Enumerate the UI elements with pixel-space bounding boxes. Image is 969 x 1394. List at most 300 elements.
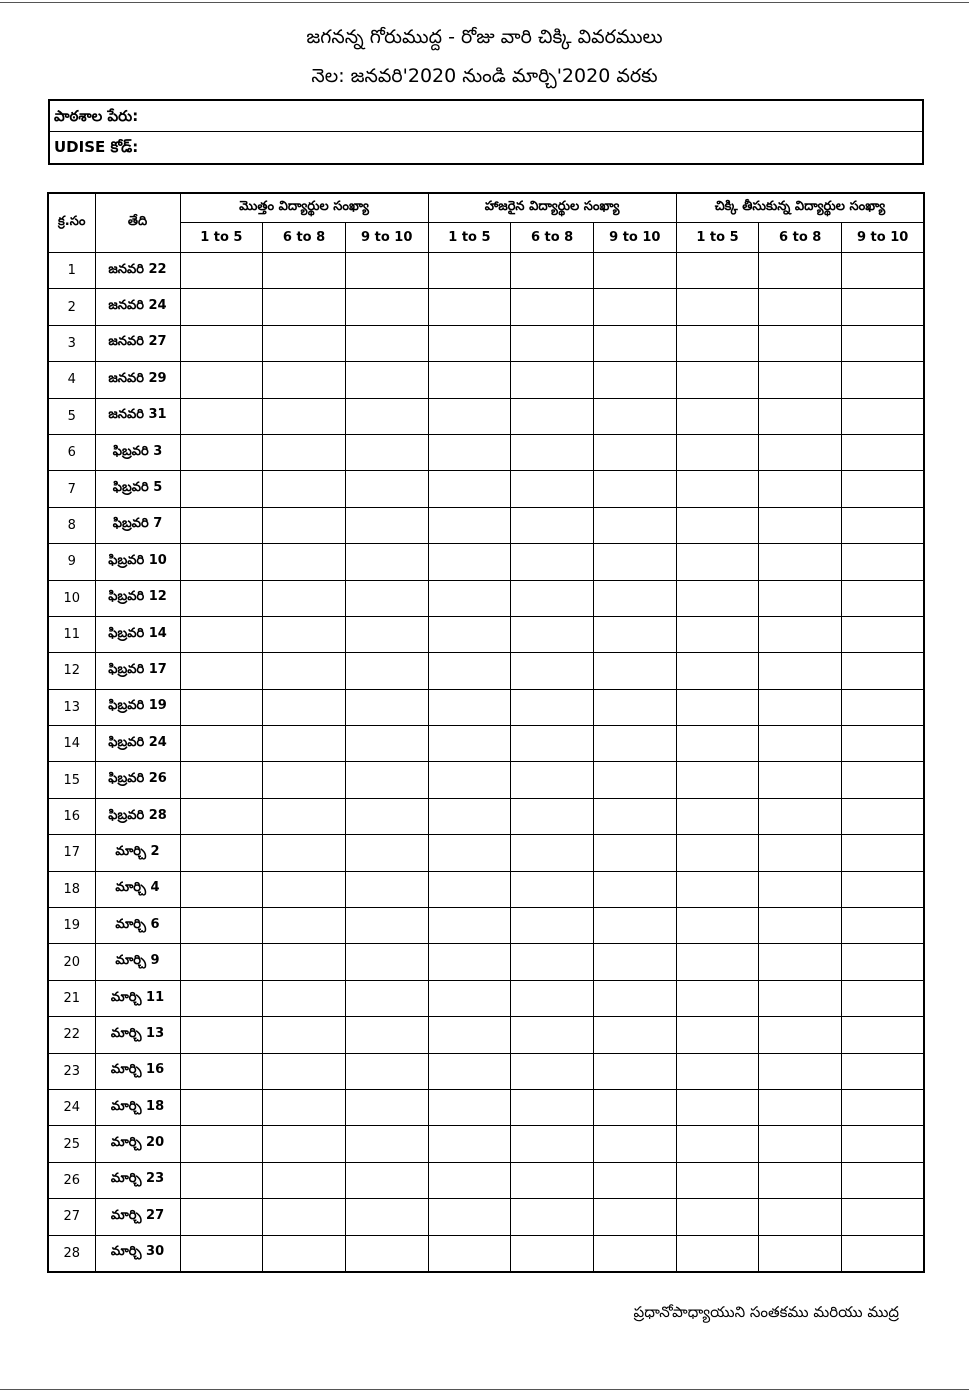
entry-cell[interactable] <box>345 871 428 907</box>
entry-cell[interactable] <box>263 616 346 652</box>
entry-cell[interactable] <box>263 1199 346 1235</box>
entry-cell[interactable] <box>759 1199 842 1235</box>
entry-cell[interactable] <box>676 835 759 871</box>
entry-cell[interactable] <box>345 908 428 944</box>
entry-cell[interactable] <box>759 1017 842 1053</box>
entry-cell[interactable] <box>511 1017 594 1053</box>
entry-cell[interactable] <box>676 544 759 580</box>
entry-cell[interactable] <box>180 471 263 507</box>
entry-cell[interactable] <box>842 325 925 361</box>
entry-cell[interactable] <box>263 1126 346 1162</box>
entry-cell[interactable] <box>345 835 428 871</box>
entry-cell[interactable] <box>263 1053 346 1089</box>
entry-cell[interactable] <box>593 616 676 652</box>
table-row <box>48 762 924 798</box>
entry-cell[interactable] <box>263 253 346 289</box>
entry-cell[interactable] <box>676 1017 759 1053</box>
entry-cell[interactable] <box>428 1199 511 1235</box>
entry-cell[interactable] <box>180 653 263 689</box>
entry-cell[interactable] <box>676 653 759 689</box>
entry-cell[interactable] <box>263 871 346 907</box>
entry-cell[interactable] <box>842 289 925 325</box>
table-row <box>48 944 924 980</box>
entry-cell[interactable] <box>345 398 428 434</box>
entry-cell[interactable] <box>345 580 428 616</box>
entry-cell[interactable] <box>263 835 346 871</box>
entry-cell[interactable] <box>180 689 263 725</box>
entry-cell[interactable] <box>345 325 428 361</box>
entry-cell[interactable] <box>428 798 511 834</box>
entry-cell[interactable] <box>511 798 594 834</box>
entry-cell[interactable] <box>180 580 263 616</box>
serial-number-cell: 15 <box>48 762 95 798</box>
entry-cell[interactable] <box>180 1017 263 1053</box>
entry-cell[interactable] <box>842 1162 925 1198</box>
entry-cell[interactable] <box>345 689 428 725</box>
entry-cell[interactable] <box>511 689 594 725</box>
entry-cell[interactable] <box>428 325 511 361</box>
entry-cell[interactable] <box>180 1126 263 1162</box>
entry-cell[interactable] <box>676 908 759 944</box>
entry-cell[interactable] <box>759 1089 842 1125</box>
entry-cell[interactable] <box>676 507 759 543</box>
entry-cell[interactable] <box>842 1235 925 1272</box>
entry-cell[interactable] <box>842 762 925 798</box>
entry-cell[interactable] <box>511 362 594 398</box>
entry-cell[interactable] <box>842 835 925 871</box>
entry-cell[interactable] <box>759 325 842 361</box>
entry-cell[interactable] <box>676 689 759 725</box>
entry-cell[interactable] <box>759 507 842 543</box>
entry-cell[interactable] <box>345 726 428 762</box>
entry-cell[interactable] <box>511 616 594 652</box>
entry-cell[interactable] <box>842 653 925 689</box>
entry-cell[interactable] <box>345 1017 428 1053</box>
entry-cell[interactable] <box>180 762 263 798</box>
entry-cell[interactable] <box>842 398 925 434</box>
entry-cell[interactable] <box>842 616 925 652</box>
entry-cell[interactable] <box>676 325 759 361</box>
entry-cell[interactable] <box>593 507 676 543</box>
entry-cell[interactable] <box>428 944 511 980</box>
school-name-label: పాఠశాల పేరు: <box>54 107 139 125</box>
entry-cell[interactable] <box>759 944 842 980</box>
entry-cell[interactable] <box>676 253 759 289</box>
entry-cell[interactable] <box>676 762 759 798</box>
entry-cell[interactable] <box>180 616 263 652</box>
entry-cell[interactable] <box>593 580 676 616</box>
entry-cell[interactable] <box>428 616 511 652</box>
entry-cell[interactable] <box>180 253 263 289</box>
entry-cell[interactable] <box>428 1089 511 1125</box>
entry-cell[interactable] <box>511 726 594 762</box>
entry-cell[interactable] <box>842 362 925 398</box>
serial-number-cell: 17 <box>48 835 95 871</box>
entry-cell[interactable] <box>759 580 842 616</box>
entry-cell[interactable] <box>593 289 676 325</box>
entry-cell[interactable] <box>180 1162 263 1198</box>
entry-cell[interactable] <box>263 1089 346 1125</box>
entry-cell[interactable] <box>345 434 428 470</box>
entry-cell[interactable] <box>759 835 842 871</box>
entry-cell[interactable] <box>842 980 925 1016</box>
entry-cell[interactable] <box>180 1235 263 1272</box>
entry-cell[interactable] <box>842 689 925 725</box>
entry-cell[interactable] <box>428 1053 511 1089</box>
entry-cell[interactable] <box>345 798 428 834</box>
entry-cell[interactable] <box>676 1089 759 1125</box>
entry-cell[interactable] <box>842 871 925 907</box>
entry-cell[interactable] <box>180 908 263 944</box>
entry-cell[interactable] <box>676 798 759 834</box>
entry-cell[interactable] <box>842 944 925 980</box>
entry-cell[interactable] <box>842 1199 925 1235</box>
entry-cell[interactable] <box>180 980 263 1016</box>
entry-cell[interactable] <box>180 871 263 907</box>
entry-cell[interactable] <box>180 398 263 434</box>
entry-cell[interactable] <box>511 544 594 580</box>
subcol-header: 1 to 5 <box>676 223 759 253</box>
entry-cell[interactable] <box>593 835 676 871</box>
entry-cell[interactable] <box>593 726 676 762</box>
entry-cell[interactable] <box>345 1089 428 1125</box>
serial-number-cell: 5 <box>48 398 95 434</box>
entry-cell[interactable] <box>428 835 511 871</box>
entry-cell[interactable] <box>759 1162 842 1198</box>
table-row <box>48 1199 924 1235</box>
entry-cell[interactable] <box>593 798 676 834</box>
entry-cell[interactable] <box>676 362 759 398</box>
entry-cell[interactable] <box>759 762 842 798</box>
date-cell: ఫిబ్రవరి 5 <box>95 471 180 507</box>
entry-cell[interactable] <box>593 362 676 398</box>
serial-number-cell: 6 <box>48 434 95 470</box>
serial-number-cell: 24 <box>48 1089 95 1125</box>
entry-cell[interactable] <box>842 544 925 580</box>
entry-cell[interactable] <box>428 1162 511 1198</box>
entry-cell[interactable] <box>676 1235 759 1272</box>
entry-cell[interactable] <box>345 616 428 652</box>
entry-cell[interactable] <box>842 1053 925 1089</box>
date-cell: మార్చి 2 <box>95 835 180 871</box>
entry-cell[interactable] <box>759 544 842 580</box>
entry-cell[interactable] <box>428 871 511 907</box>
document-title: జగనన్న గోరుముద్ద - రోజు వారి చిక్కి వివరములు <box>306 26 663 48</box>
entry-cell[interactable] <box>842 1089 925 1125</box>
entry-cell[interactable] <box>345 1199 428 1235</box>
entry-cell[interactable] <box>428 507 511 543</box>
entry-cell[interactable] <box>263 471 346 507</box>
entry-cell[interactable] <box>593 471 676 507</box>
entry-cell[interactable] <box>263 908 346 944</box>
entry-cell[interactable] <box>759 1235 842 1272</box>
entry-cell[interactable] <box>593 1053 676 1089</box>
entry-cell[interactable] <box>263 362 346 398</box>
entry-cell[interactable] <box>511 507 594 543</box>
entry-cell[interactable] <box>511 1126 594 1162</box>
entry-cell[interactable] <box>676 1162 759 1198</box>
entry-cell[interactable] <box>428 398 511 434</box>
entry-cell[interactable] <box>759 398 842 434</box>
entry-cell[interactable] <box>263 1235 346 1272</box>
entry-cell[interactable] <box>759 1053 842 1089</box>
entry-cell[interactable] <box>676 1126 759 1162</box>
entry-cell[interactable] <box>676 871 759 907</box>
entry-cell[interactable] <box>263 1017 346 1053</box>
entry-cell[interactable] <box>511 289 594 325</box>
entry-cell[interactable] <box>511 835 594 871</box>
entry-cell[interactable] <box>759 908 842 944</box>
entry-cell[interactable] <box>593 398 676 434</box>
entry-cell[interactable] <box>593 1162 676 1198</box>
entry-cell[interactable] <box>842 507 925 543</box>
entry-cell[interactable] <box>759 434 842 470</box>
entry-cell[interactable] <box>428 253 511 289</box>
entry-cell[interactable] <box>759 471 842 507</box>
entry-cell[interactable] <box>593 253 676 289</box>
entry-cell[interactable] <box>180 798 263 834</box>
entry-cell[interactable] <box>511 1089 594 1125</box>
entry-cell[interactable] <box>676 944 759 980</box>
entry-cell[interactable] <box>593 871 676 907</box>
serial-number-cell: 13 <box>48 689 95 725</box>
entry-cell[interactable] <box>263 434 346 470</box>
serial-number-cell: 2 <box>48 289 95 325</box>
entry-cell[interactable] <box>263 580 346 616</box>
table-row <box>48 908 924 944</box>
entry-cell[interactable] <box>263 325 346 361</box>
entry-cell[interactable] <box>263 798 346 834</box>
entry-cell[interactable] <box>428 726 511 762</box>
date-cell: ఫిబ్రవరి 28 <box>95 798 180 834</box>
entry-cell[interactable] <box>428 362 511 398</box>
table-row <box>48 1089 924 1125</box>
entry-cell[interactable] <box>263 1162 346 1198</box>
entry-cell[interactable] <box>180 944 263 980</box>
entry-cell[interactable] <box>759 980 842 1016</box>
entry-cell[interactable] <box>676 398 759 434</box>
date-cell: ఫిబ్రవరి 26 <box>95 762 180 798</box>
chikki-register-table <box>47 192 925 1273</box>
entry-cell[interactable] <box>428 762 511 798</box>
entry-cell[interactable] <box>511 398 594 434</box>
entry-cell[interactable] <box>345 544 428 580</box>
entry-cell[interactable] <box>842 1126 925 1162</box>
entry-cell[interactable] <box>428 689 511 725</box>
entry-cell[interactable] <box>842 908 925 944</box>
entry-cell[interactable] <box>676 1199 759 1235</box>
entry-cell[interactable] <box>345 1162 428 1198</box>
serial-number-cell: 26 <box>48 1162 95 1198</box>
entry-cell[interactable] <box>263 726 346 762</box>
entry-cell[interactable] <box>759 689 842 725</box>
table-row <box>48 835 924 871</box>
entry-cell[interactable] <box>345 362 428 398</box>
entry-cell[interactable] <box>676 580 759 616</box>
entry-cell[interactable] <box>676 616 759 652</box>
entry-cell[interactable] <box>345 653 428 689</box>
entry-cell[interactable] <box>593 325 676 361</box>
entry-cell[interactable] <box>428 1126 511 1162</box>
entry-cell[interactable] <box>345 944 428 980</box>
entry-cell[interactable] <box>428 434 511 470</box>
serial-column-header: క్ర.సం <box>48 193 95 253</box>
entry-cell[interactable] <box>263 398 346 434</box>
entry-cell[interactable] <box>428 289 511 325</box>
entry-cell[interactable] <box>511 653 594 689</box>
entry-cell[interactable] <box>263 289 346 325</box>
date-cell: ఫిబ్రవరి 24 <box>95 726 180 762</box>
chikki-received-group-header: చిక్కి తీసుకున్న విద్యార్థుల సంఖ్యా <box>676 193 924 223</box>
table-body <box>48 253 924 1272</box>
entry-cell[interactable] <box>511 325 594 361</box>
entry-cell[interactable] <box>759 289 842 325</box>
entry-cell[interactable] <box>842 798 925 834</box>
entry-cell[interactable] <box>511 434 594 470</box>
table-row <box>48 398 924 434</box>
entry-cell[interactable] <box>842 726 925 762</box>
date-cell: ఫిబ్రవరి 14 <box>95 616 180 652</box>
table-row <box>48 580 924 616</box>
entry-cell[interactable] <box>593 944 676 980</box>
entry-cell[interactable] <box>428 1235 511 1272</box>
entry-cell[interactable] <box>263 544 346 580</box>
entry-cell[interactable] <box>345 1053 428 1089</box>
entry-cell[interactable] <box>676 1053 759 1089</box>
entry-cell[interactable] <box>511 944 594 980</box>
entry-cell[interactable] <box>345 471 428 507</box>
table-row <box>48 689 924 725</box>
entry-cell[interactable] <box>759 616 842 652</box>
entry-cell[interactable] <box>263 507 346 543</box>
entry-cell[interactable] <box>593 1089 676 1125</box>
entry-cell[interactable] <box>345 980 428 1016</box>
entry-cell[interactable] <box>593 1126 676 1162</box>
udise-code-label: UDISE కోడ్: <box>54 138 139 156</box>
entry-cell[interactable] <box>759 1126 842 1162</box>
entry-cell[interactable] <box>180 726 263 762</box>
entry-cell[interactable] <box>180 362 263 398</box>
entry-cell[interactable] <box>428 471 511 507</box>
serial-number-cell: 12 <box>48 653 95 689</box>
entry-cell[interactable] <box>345 762 428 798</box>
serial-number-cell: 27 <box>48 1199 95 1235</box>
entry-cell[interactable] <box>428 1017 511 1053</box>
entry-cell[interactable] <box>593 544 676 580</box>
entry-cell[interactable] <box>593 908 676 944</box>
entry-cell[interactable] <box>676 289 759 325</box>
entry-cell[interactable] <box>593 1017 676 1053</box>
entry-cell[interactable] <box>593 434 676 470</box>
date-cell: మార్చి 13 <box>95 1017 180 1053</box>
entry-cell[interactable] <box>593 980 676 1016</box>
entry-cell[interactable] <box>428 653 511 689</box>
entry-cell[interactable] <box>263 689 346 725</box>
entry-cell[interactable] <box>511 908 594 944</box>
table-row <box>48 980 924 1016</box>
entry-cell[interactable] <box>511 762 594 798</box>
entry-cell[interactable] <box>593 653 676 689</box>
entry-cell[interactable] <box>759 653 842 689</box>
date-cell: మార్చి 18 <box>95 1089 180 1125</box>
entry-cell[interactable] <box>842 471 925 507</box>
entry-cell[interactable] <box>511 1162 594 1198</box>
entry-cell[interactable] <box>593 1235 676 1272</box>
entry-cell[interactable] <box>676 434 759 470</box>
date-cell: జనవరి 22 <box>95 253 180 289</box>
entry-cell[interactable] <box>428 544 511 580</box>
entry-cell[interactable] <box>345 289 428 325</box>
entry-cell[interactable] <box>180 507 263 543</box>
entry-cell[interactable] <box>511 471 594 507</box>
entry-cell[interactable] <box>759 253 842 289</box>
entry-cell[interactable] <box>593 762 676 798</box>
entry-cell[interactable] <box>676 980 759 1016</box>
entry-cell[interactable] <box>180 289 263 325</box>
entry-cell[interactable] <box>180 1053 263 1089</box>
entry-cell[interactable] <box>180 325 263 361</box>
entry-cell[interactable] <box>511 580 594 616</box>
serial-number-cell: 3 <box>48 325 95 361</box>
period-subtitle: నెల: జనవరి'2020 నుండి మార్చి'2020 వరకు <box>311 65 658 87</box>
subcol-header: 6 to 8 <box>263 223 346 253</box>
entry-cell[interactable] <box>263 980 346 1016</box>
total-students-group-header: మొత్తం విద్యార్థుల సంఖ్యా <box>180 193 428 223</box>
date-cell: జనవరి 29 <box>95 362 180 398</box>
entry-cell[interactable] <box>593 1199 676 1235</box>
entry-cell[interactable] <box>759 726 842 762</box>
entry-cell[interactable] <box>180 434 263 470</box>
entry-cell[interactable] <box>428 580 511 616</box>
entry-cell[interactable] <box>759 871 842 907</box>
entry-cell[interactable] <box>428 908 511 944</box>
entry-cell[interactable] <box>345 1235 428 1272</box>
date-cell: మార్చి 30 <box>95 1235 180 1272</box>
entry-cell[interactable] <box>180 544 263 580</box>
subcol-header: 6 to 8 <box>511 223 594 253</box>
entry-cell[interactable] <box>759 798 842 834</box>
page-top-rule <box>0 2 969 3</box>
entry-cell[interactable] <box>345 1126 428 1162</box>
entry-cell[interactable] <box>842 434 925 470</box>
entry-cell[interactable] <box>676 471 759 507</box>
subcol-header: 9 to 10 <box>842 223 925 253</box>
entry-cell[interactable] <box>676 726 759 762</box>
entry-cell[interactable] <box>511 1053 594 1089</box>
entry-cell[interactable] <box>511 253 594 289</box>
entry-cell[interactable] <box>511 1199 594 1235</box>
entry-cell[interactable] <box>511 980 594 1016</box>
entry-cell[interactable] <box>180 1199 263 1235</box>
entry-cell[interactable] <box>180 835 263 871</box>
entry-cell[interactable] <box>842 253 925 289</box>
entry-cell[interactable] <box>842 1017 925 1053</box>
date-cell: ఫిబ్రవరి 10 <box>95 544 180 580</box>
entry-cell[interactable] <box>345 507 428 543</box>
entry-cell[interactable] <box>511 1235 594 1272</box>
entry-cell[interactable] <box>428 980 511 1016</box>
entry-cell[interactable] <box>180 1089 263 1125</box>
serial-number-cell: 1 <box>48 253 95 289</box>
entry-cell[interactable] <box>263 944 346 980</box>
entry-cell[interactable] <box>263 762 346 798</box>
entry-cell[interactable] <box>842 580 925 616</box>
entry-cell[interactable] <box>511 871 594 907</box>
entry-cell[interactable] <box>759 362 842 398</box>
entry-cell[interactable] <box>263 653 346 689</box>
entry-cell[interactable] <box>593 689 676 725</box>
entry-cell[interactable] <box>345 253 428 289</box>
